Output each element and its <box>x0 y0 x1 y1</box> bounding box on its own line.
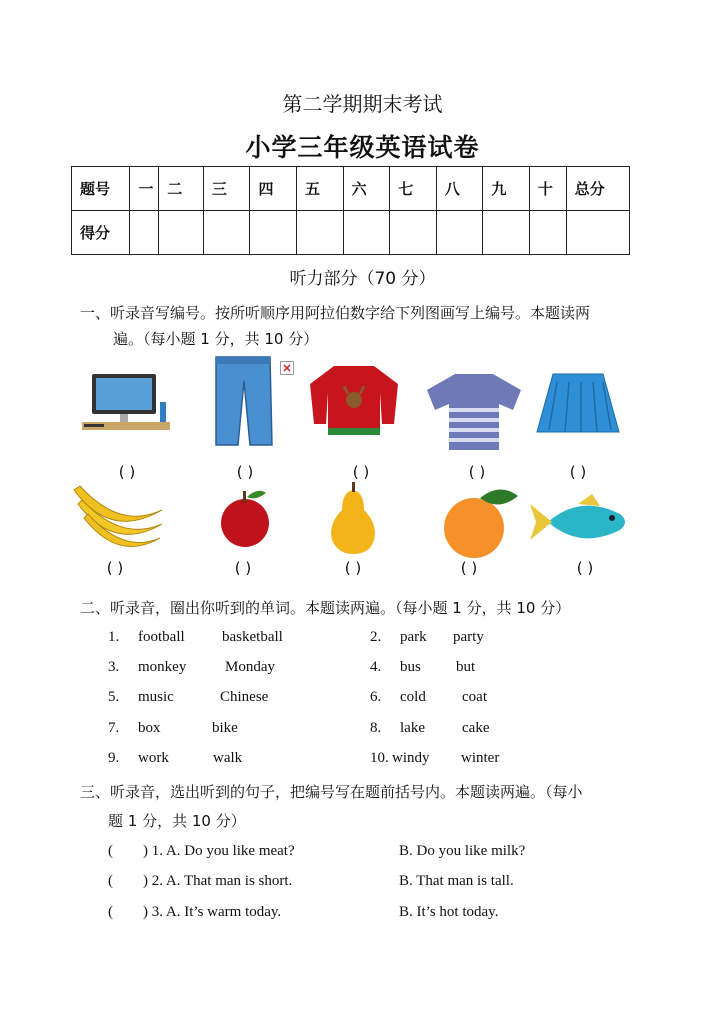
word-option[interactable]: cake <box>462 720 490 736</box>
word-item-number: 2. <box>370 629 382 645</box>
word-option[interactable]: bus <box>400 659 421 675</box>
score-input-cell[interactable] <box>390 211 437 255</box>
word-item-number: 10. <box>370 750 389 766</box>
answer-blank[interactable]: ( ) <box>234 559 252 577</box>
word-option[interactable]: football <box>138 629 185 645</box>
word-option[interactable]: coat <box>462 689 487 705</box>
word-option[interactable]: but <box>456 659 476 675</box>
score-input-cell[interactable] <box>159 211 204 255</box>
word-item-number: 9. <box>108 750 120 766</box>
score-table <box>71 166 630 255</box>
answer-blank[interactable]: ( ) <box>352 463 370 481</box>
answer-blank[interactable]: ( ) <box>468 463 486 481</box>
word-option[interactable]: bike <box>212 720 238 736</box>
score-input-cell[interactable] <box>483 211 530 255</box>
orange-picture <box>440 482 520 560</box>
word-option[interactable]: lake <box>400 720 425 736</box>
score-input-cell[interactable] <box>130 211 159 255</box>
word-option[interactable]: winter <box>461 750 500 766</box>
word-option[interactable]: music <box>138 689 174 705</box>
score-input-cell[interactable] <box>343 211 390 255</box>
word-option[interactable]: walk <box>213 750 243 766</box>
score-cell: 三 <box>203 167 250 211</box>
score-cell: 得分 <box>72 211 130 255</box>
word-item-number: 6. <box>370 689 382 705</box>
computer-picture <box>80 370 172 434</box>
score-cell: 题号 <box>72 167 130 211</box>
answer-blank[interactable]: ( ) <box>344 559 362 577</box>
listening-section-title: 听力部分（70 分） <box>289 269 436 289</box>
answer-blank[interactable]: ( ) <box>569 463 587 481</box>
exam-subtitle: 第二学期期末考试 <box>282 92 443 116</box>
section3-instruction: 三、听录音，选出听到的句子，把编号写在题前括号内。本题读两遍。（每小 <box>80 783 583 801</box>
sentence-option-b[interactable]: B. That man is tall. <box>399 873 514 889</box>
word-option[interactable]: windy <box>392 750 430 766</box>
score-input-cell[interactable] <box>250 211 297 255</box>
score-input-cell[interactable] <box>297 211 344 255</box>
section2-instruction: 二、听录音，圈出你听到的单词。本题读两遍。（每小题 1 分，共 10 分） <box>80 599 571 617</box>
score-table-header-row <box>72 167 630 211</box>
word-option[interactable]: Monday <box>225 659 275 675</box>
sentence-option-b[interactable]: B. Do you like milk? <box>399 843 526 859</box>
word-item-number: 1. <box>108 629 120 645</box>
word-option[interactable]: box <box>138 720 161 736</box>
word-option[interactable]: park <box>400 629 427 645</box>
bananas-picture <box>70 480 166 550</box>
score-input-cell[interactable] <box>203 211 250 255</box>
answer-blank[interactable]: ( ) <box>106 559 124 577</box>
score-cell: 四 <box>250 167 297 211</box>
word-option[interactable]: monkey <box>138 659 187 675</box>
word-item-number: 8. <box>370 720 382 736</box>
answer-blank[interactable]: ( ) <box>118 463 136 481</box>
word-option[interactable]: Chinese <box>220 689 269 705</box>
score-input-cell[interactable] <box>436 211 483 255</box>
skirt-picture <box>535 370 621 436</box>
sentence-option-a[interactable]: ( ) 2. A. That man is short. <box>108 873 293 889</box>
word-option[interactable]: work <box>138 750 169 766</box>
word-option[interactable]: basketball <box>222 629 283 645</box>
sentence-option-a[interactable]: ( ) 3. A. It’s warm today. <box>108 904 282 920</box>
answer-blank[interactable]: ( ) <box>576 559 594 577</box>
section1-instruction: 一、听录音写编号。按所听顺序用阿拉伯数字给下列图画写上编号。本题读两 <box>80 304 591 322</box>
sentence-option-a[interactable]: ( ) 1. A. Do you like meat? <box>108 843 295 859</box>
score-cell: 九 <box>483 167 530 211</box>
section1-instruction-cont: 遍。（每小题 1 分，共 10 分） <box>113 330 319 348</box>
score-cell: 八 <box>436 167 483 211</box>
score-cell: 十 <box>529 167 566 211</box>
score-cell: 总分 <box>566 167 629 211</box>
score-cell: 一 <box>130 167 159 211</box>
exam-title: 小学三年级英语试卷 <box>245 133 480 162</box>
fish-picture <box>528 492 634 550</box>
score-input-cell[interactable] <box>566 211 629 255</box>
pear-picture <box>324 480 382 556</box>
word-item-number: 5. <box>108 689 120 705</box>
sweater-picture <box>308 362 400 438</box>
score-cell: 六 <box>343 167 390 211</box>
jeans-picture <box>210 353 280 449</box>
score-cell: 五 <box>297 167 344 211</box>
score-cell: 七 <box>390 167 437 211</box>
apple-picture <box>218 483 272 549</box>
section3-instruction-cont: 题 1 分，共 10 分） <box>108 812 246 830</box>
word-item-number: 7. <box>108 720 120 736</box>
word-item-number: 3. <box>108 659 120 675</box>
answer-blank[interactable]: ( ) <box>460 559 478 577</box>
close-icon <box>280 361 294 375</box>
score-cell: 二 <box>159 167 204 211</box>
sentence-option-b[interactable]: B. It’s hot today. <box>399 904 499 920</box>
score-table-score-row <box>72 211 630 255</box>
score-input-cell[interactable] <box>529 211 566 255</box>
tshirt-picture <box>425 370 523 454</box>
word-option[interactable]: cold <box>400 689 426 705</box>
word-item-number: 4. <box>370 659 382 675</box>
word-option[interactable]: party <box>453 629 484 645</box>
answer-blank[interactable]: ( ) <box>236 463 254 481</box>
